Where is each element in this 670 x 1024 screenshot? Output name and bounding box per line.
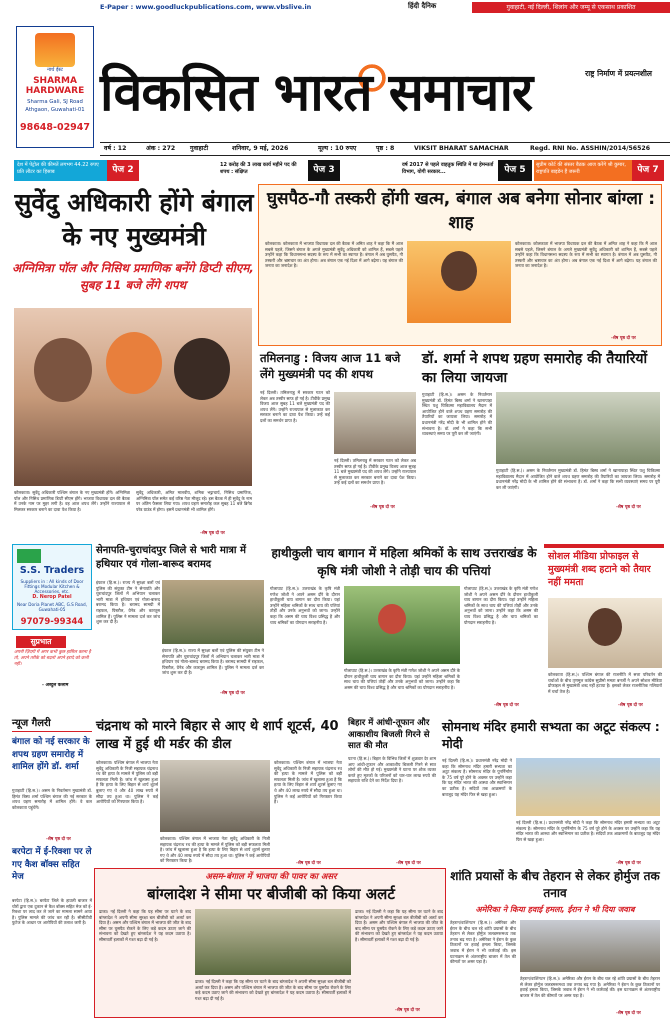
daily-label: हिंदी दैनिक [408, 2, 437, 10]
teaser-2-text: 12 करोड़ की 3 लाख कार्य महीने पद की शपथ : संक्षिप्त [220, 162, 297, 175]
tn-more[interactable]: -शेष पृष्ठ दो पर [370, 505, 395, 510]
traders-logo-icon [17, 549, 41, 563]
tea-body: गोलाघाट (हि.स.)। उत्तराखंड के कृषि मंत्री गणेश जोशी ने अपने असम दौरे के दौरान हाथीकुली चाय बागान का दौरा किया। यहां उन्होंने महिला श्रमिकों के साथ चाय की पत्तियां तोड़ीं और उनके अनुभवों को जाना। उन्होंने कहा कि असम की चाय विश्व प्रसिद्ध है और चाय श्रमिकों का योगदान सराहनीय है। [270, 586, 340, 625]
tn-photo [334, 392, 416, 454]
assam-photo [496, 392, 660, 464]
murder-body-2: कोलकाता। पश्चिम बंगाल में भाजपा नेता सुवेंदु अधिकारी के निजी सहायक चंद्रनाथ रथ की हत्या के मामले में पुलिस को बड़ी सफलता मिली है। जांच में खुलासा हुआ है कि हत्या के लिए बिहार से शार्प शूटर्स बुलाए गए थे और 40 लाख रुपये में सौदा तय हुआ था। पुलिस ने कई आरोपियों को गिरफ्तार किया है। [274, 760, 342, 805]
teaser-1[interactable] [14, 160, 139, 181]
manipur-photo [162, 580, 264, 644]
iran-body: तेहरान/वाशिंगटन (हि.स.)। अमेरिका और ईरान के बीच चल रहे शांति प्रयासों के बीच तेहरान से लेकर होर्मुज जलडमरूमध्य तक तनाव बढ़ गया है। अमेरिका ने ईरान के कुछ ठिकानों पर हवाई हमला किया, जिसके जवाब में ईरान ने भी कार्रवाई की। इस घटनाक्रम से अंतरराष्ट्रीय बाजार में तेल की कीमतों पर असर पड़ा है। [450, 920, 516, 965]
iran-subhead: अमेरिका ने किया हवाई हमला, ईरान ने भी दिया जवाब [475, 905, 635, 914]
teaser-4-text: सुप्रीम कोर्ट की संस्तर बैठक आज करेंगे श्री कुमार, राष्ट्रपति बाइडेन हैं जरूरी [536, 162, 626, 175]
iran-body-2: तेहरान/वाशिंगटन (हि.स.)। अमेरिका और ईरान के बीच चल रहे शांति प्रयासों के बीच तेहरान से लेकर होर्मुज जलडमरूमध्य तक तनाव बढ़ गया है। अमेरिका ने ईरान के कुछ ठिकानों पर हवाई हमला किया, जिसके जवाब में ईरान ने भी कार्रवाई की। इस घटनाक्रम से अंतरराष्ट्रीय बाजार में तेल की कीमतों पर असर पड़ा है। [520, 976, 660, 998]
somnath-story[interactable] [440, 718, 662, 866]
lead-body-2: सुवेंदु अधिकारी, अमित मालवीय, शमिक भट्टाचार्य, निसिथ प्रमाणिक, अग्निमित्रा पॉल समेत कई वरिष्ठ नेता मौजूद रहे। इस बैठक में ही सुवेंदु के नाम पर अंतिम फैसला लिया गया। शपथ ग्रहण समारोह कल सुबह 11 बजे ब्रिगेड परेड ग्राउंड में होगा। इसमें प्रधानमंत्री भी शामिल होंगे। [136, 490, 252, 512]
top-story-body-2: कोलकाता। कोलकाता में भाजपा विधायक दल की बैठक में अमित शाह ने कहा कि मैं आज सबसे पहले, जिसने बंगाल के अगले मुख्यमंत्री सुवेंदु अधिकारी को शामिल हैं, सबसे पहले उन्होंने कहा कि विधानसभा सदस्य के रूप में सभी का स्वागत है। बंगाल में अब घुसपैठ, गौ तस्करी और भ्रष्टाचार का अंत होगा। अब बंगाल एक नई दिशा में आगे बढ़ेगा। यह बंगाल की जनता का जनादेश है। [515, 241, 657, 269]
thought-box [12, 636, 92, 692]
lead-more[interactable]: -शेष पृष्ठ दो पर [200, 531, 225, 536]
traders-phone: 97079-99344 [20, 617, 84, 627]
teaser-2-page: पेज 3 [308, 160, 340, 181]
mamata-rule [544, 544, 664, 548]
top-story-headline: घुसपैठ-गौ तस्करी होंगी खत्म, बंगाल अब बनेगा सोनार बांग्ला : शाह [266, 189, 656, 233]
thought-author: - अब्दुल कलाम [42, 683, 69, 688]
edition-ticker: गुवाहाटी, नई दिल्ली, शिलांग और जम्मू से एकसाथ प्रकाशित [472, 2, 670, 13]
somnath-headline: सोमनाथ मंदिर हमारी सभ्यता का अटूट संकल्प : मोदी [442, 719, 660, 751]
tea-more[interactable]: -शेष पृष्ठ दो पर [494, 703, 519, 708]
bangladesh-body-2: ढाका। नई दिल्ली ने कहा कि यह सीमा पर घटने के बाद बांग्लादेश ने अपनी सीमा सुरक्षा बल बीजीबी को अलर्ट कर दिया है। असम और पश्चिम बंगाल में भाजपा की जीत के बाद सीमा पर घुसपैठ रोकने के लिए कड़े कदम उठाए जाने की संभावना को देखते हुए बांग्लादेश ने यह कदम उठाया है। सीमावर्ती इलाकों में गश्त बढ़ा दी गई है। [195, 979, 351, 1001]
assam-body-2: गुवाहाटी (हि.स.)। असम के निवर्तमान मुख्यमंत्री डॉ. हिमंत बिस्व शर्मा ने खानापाड़ा स्थित पशु चिकित्सा महाविद्यालय मैदान में आयोजित होने वाले शपथ ग्रहण समारोह की तैयारियों का जायजा लिया। समारोह में प्रधानमंत्री नरेंद्र मोदी के भी शामिल होने की संभावना है। डॉ. शर्मा ने कहा कि सभी व्यवस्थाएं समय पर पूरी कर ली जाएंगी। [496, 468, 660, 490]
manipur-story[interactable] [94, 544, 266, 714]
somnath-photo [516, 758, 660, 816]
hardware-logo-icon [35, 33, 75, 67]
murder-photo [160, 760, 270, 832]
murder-headline: चंद्रनाथ को मारने बिहार से आए थे शार्प शूटर्स, 40 लाख में हुई थी मर्डर की डील [96, 719, 339, 752]
dateline-reg: Regd. RNI No. ASSHIN/2014/56526 [530, 145, 651, 152]
teaser-4[interactable] [534, 160, 664, 181]
assam-headline: डॉ. शर्मा ने शपथ ग्रहण समारोह की तैयारियों का लिया जायजा [422, 351, 648, 386]
ad-name: SHARMA HARDWARE [25, 76, 85, 96]
traders-contact: D. Nerop Patel [32, 595, 72, 600]
bihar-more[interactable]: -शेष पृष्ठ दो पर [396, 861, 421, 866]
tea-body-2: गोलाघाट (हि.स.)। उत्तराखंड के कृषि मंत्री गणेश जोशी ने अपने असम दौरे के दौरान हाथीकुली चाय बागान का दौरा किया। यहां उन्होंने महिला श्रमिकों के साथ चाय की पत्तियां तोड़ीं और उनके अनुभवों को जाना। उन्होंने कहा कि असम की चाय विश्व प्रसिद्ध है और चाय श्रमिकों का योगदान सराहनीय है। [344, 668, 460, 690]
lead-headline: सुवेंदु अधिकारी होंगे बंगाल के नए मुख्यमंत्री [14, 188, 254, 251]
traders-ad[interactable] [12, 544, 92, 630]
murder-body: कोलकाता। पश्चिम बंगाल में भाजपा नेता सुवेंदु अधिकारी के निजी सहायक चंद्रनाथ रथ की हत्या के मामले में पुलिस को बड़ी सफलता मिली है। जांच में खुलासा हुआ है कि हत्या के लिए बिहार से शार्प शूटर्स बुलाए गए थे और 40 लाख रुपये में सौदा तय हुआ था। पुलिस ने कई आरोपियों को गिरफ्तार किया है। [96, 760, 158, 805]
dateline-pages: पृष्ठ : 8 [376, 145, 395, 152]
mamata-headline: सोशल मीडिया प्रोफाइल से मुख्यमंत्री शब्द हटाने को तैयार नहीं ममता [548, 551, 651, 588]
ad-address-1: Sharma Gali, SJ Road [27, 99, 83, 105]
tn-body-2: नई दिल्ली। तमिलनाडु में सरकार गठन को लेकर अब तस्वीर साफ हो गई है। टीवीके प्रमुख विजय आज सुबह 11 बजे मुख्यमंत्री पद की शपथ लेंगे। उन्होंने राज्यपाल से मुलाकात कर सरकार बनाने का दावा पेश किया। उन्हें कई दलों का समर्थन प्राप्त है। [334, 458, 416, 486]
lead-story[interactable] [10, 184, 256, 540]
bangladesh-kicker: असम-बंगाल में भाजपा की पावर का असर [205, 872, 337, 882]
tea-body-3: गोलाघाट (हि.स.)। उत्तराखंड के कृषि मंत्री गणेश जोशी ने अपने असम दौरे के दौरान हाथीकुली चाय बागान का दौरा किया। यहां उन्होंने महिला श्रमिकों के साथ चाय की पत्तियां तोड़ीं और उनके अनुभवों को जाना। उन्होंने कहा कि असम की चाय विश्व प्रसिद्ध है और चाय श्रमिकों का योगदान सराहनीय है। [464, 586, 538, 625]
hardware-ad[interactable] [16, 26, 94, 148]
iran-story[interactable] [448, 868, 662, 1018]
mamata-body: कोलकाता (हि.स.)। पश्चिम बंगाल की राजनीति में सत्ता परिवर्तन की चर्चाओं के बीच तृणमूल कांग्रेस सुप्रीमो ममता बनर्जी ने अपने सोशल मीडिया प्रोफाइल से मुख्यमंत्री शब्द नहीं हटाया है। इसको लेकर राजनीतिक गलियारों में चर्चा तेज है। [548, 672, 662, 694]
iran-headline: शांति प्रयासों के बीच तेहरान से लेकर होर्मुज तक तनाव [450, 869, 660, 900]
mamata-more[interactable]: -शेष पृष्ठ दो पर [618, 703, 643, 708]
bangladesh-photo [195, 909, 351, 975]
mamata-story[interactable] [544, 544, 664, 712]
lead-photo-person-3 [174, 338, 230, 400]
news-gallery [12, 716, 92, 1012]
ad-brand-small: नार्थ ईस्ट [47, 67, 63, 73]
dateline-year: वर्ष : 12 [104, 145, 127, 152]
tea-story[interactable] [268, 544, 540, 712]
gallery-title: न्यूज गैलरी [12, 716, 92, 732]
bihar-story[interactable] [346, 718, 438, 866]
thought-text: अपनी ज़िंदगी में अगर कभी कुछ हासिल करना है तो, अपने तरीके को बदलो अपने इरादे को कभी नहीं। [14, 650, 91, 667]
lead-photo-person-2 [106, 332, 162, 394]
somnath-more[interactable]: -शेष पृष्ठ दो पर [616, 861, 641, 866]
tagline: राष्ट्र निर्माण में प्रयत्नशील [585, 69, 652, 78]
iran-more[interactable]: -शेष पृष्ठ दो पर [616, 1011, 641, 1016]
top-story[interactable] [258, 184, 662, 346]
murder-more[interactable]: -शेष पृष्ठ दो पर [296, 861, 321, 866]
top-story-body: कोलकाता। कोलकाता में भाजपा विधायक दल की बैठक में अमित शाह ने कहा कि मैं आज सबसे पहले, जिसने बंगाल के अगले मुख्यमंत्री सुवेंदु अधिकारी को शामिल हैं, सबसे पहले उन्होंने कहा कि विधानसभा सदस्य के रूप में सभी का स्वागत है। बंगाल में अब घुसपैठ, गौ तस्करी और भ्रष्टाचार का अंत होगा। अब बंगाल एक नई दिशा में आगे बढ़ेगा। यह बंगाल की जनता का जनादेश है। [265, 241, 403, 269]
brief-1-headline: बंगाल को नई सरकार के शपथ ग्रहण समारोह में शामिल होंगे डॉ. शर्मा [12, 737, 90, 772]
teaser-1-page: पेज 2 [107, 160, 139, 181]
murder-body-3: कोलकाता। पश्चिम बंगाल में भाजपा नेता सुवेंदु अधिकारी के निजी सहायक चंद्रनाथ रथ की हत्या के मामले में पुलिस को बड़ी सफलता मिली है। जांच में खुलासा हुआ है कि हत्या के लिए बिहार से शार्प शूटर्स बुलाए गए थे और 40 लाख रुपये में सौदा तय हुआ था। पुलिस ने कई आरोपियों को गिरफ्तार किया है। [160, 836, 270, 864]
dateline-bar [100, 142, 670, 156]
top-story-photo-person [441, 251, 477, 291]
teaser-1-text: देश में पेट्रोल की कीमतें लगभग 44.22 रुपए प्रति लीटर का हिसाब [17, 162, 99, 175]
manipur-more[interactable]: -शेष पृष्ठ दो पर [220, 691, 245, 696]
tea-headline: हाथीकुली चाय बागान में महिला श्रमिकों के साथ उत्तराखंड के कृषि मंत्री जोशी ने तोड़ी चाय की पत्तियां [271, 546, 537, 578]
masthead [100, 58, 630, 128]
bangladesh-headline: बांग्लादेश ने सीमा पर बीजीबी को किया अलर्ट [147, 885, 395, 903]
brief-1-body: गुवाहाटी (हि.स.)। असम के निवर्तमान मुख्यमंत्री डॉ. हिमंत बिस्व शर्मा पश्चिम बंगाल की नई सरकार के शपथ ग्रहण समारोह में शामिल होंगे। वे कल कोलकाता पहुंचेंगे। [12, 788, 92, 810]
lead-body: कोलकाता। सुवेंदु अधिकारी पश्चिम बंगाल के नए मुख्यमंत्री होंगे। अग्निमित्रा पॉल और निसिथ प्रमाणिक डिप्टी सीएम होंगे। भाजपा विधायक दल की बैठक में उनके नाम पर मुहर लगी है। वह आज शपथ लेंगे। उन्होंने राज्यपाल से मिलकर सरकार बनाने का दावा पेश किया है। [14, 490, 130, 512]
top-strip [100, 2, 670, 13]
brief-2-headline: बरपेटा में ई-रिक्शा पर ले गए कैश बॉक्स सहित मेज [12, 847, 92, 882]
bihar-body: पटना (हि.स.)। बिहार के विभिन्न जिलों में शुक्रवार देर शाम आए आंधी-तूफान और आकाशीय बिजली गिरने से सात लोगों की मौत हो गई। मुख्यमंत्री ने घटना पर शोक व्यक्त करते हुए मृतकों के परिजनों को चार-चार लाख रुपये की सहायता राशि देने का निर्देश दिया है। [348, 756, 436, 784]
manipur-body-2: इंफाल (हि.स.)। राज्य में सुरक्षा बलों एवं पुलिस की संयुक्त टीम ने सेनापति और चुराचांदपुर जिलों में अभियान चलाकर भारी मात्रा में हथियार एवं गोला-बारूद बरामद किया है। बरामद सामग्री में राइफल, पिस्तौल, ग्रेनेड और कारतूस शामिल हैं। पुलिस ने मामला दर्ज कर जांच शुरू कर दी है। [162, 648, 264, 676]
top-story-more[interactable]: -शेष पृष्ठ दो पर [611, 336, 636, 341]
dateline-price: मूल्य : 10 रुपए [318, 145, 357, 152]
thought-title: सुप्रभात [16, 636, 66, 648]
dateline-issue: अंक : 272 [146, 145, 176, 152]
traders-name: S.S. Traders [19, 565, 85, 576]
iran-photo [520, 920, 660, 972]
bangladesh-story[interactable] [94, 868, 446, 1018]
assam-more[interactable]: -शेष पृष्ठ दो पर [616, 505, 641, 510]
ad-address-2: Athgaon, Guwahati-01 [25, 107, 85, 113]
epaper-link[interactable]: E-Paper : www.goodluckpublications.com, www.vbslive.in [100, 3, 312, 11]
lead-photo [14, 308, 252, 486]
dateline-date: शनिवार, 9 मई, 2026 [232, 145, 289, 152]
teaser-strip [0, 160, 670, 181]
tn-headline: तमिलनाडु : विजय आज 11 बजे लेंगे मुख्यमंत्री पद की शपथ [260, 351, 401, 381]
brief-1-more[interactable]: -शेष पृष्ठ दो पर [46, 837, 71, 842]
bangladesh-more[interactable]: -शेष पृष्ठ दो पर [395, 1008, 420, 1013]
teaser-3-text: वर्ष 2017 से पहले वाहतुक स्थिति में था हेमन्तर्ता विभाग, योगी सरकार... [402, 162, 494, 175]
teaser-4-page: पेज 7 [632, 160, 664, 181]
tea-photo-person [378, 604, 406, 634]
bihar-headline: बिहार में आंधी-तूफान और आकाशीय बिजली गिरने से सात की मौत [348, 718, 430, 751]
ad-phone: 98648-02947 [19, 122, 91, 133]
newspaper-title: विकसित भारत समाचार [100, 63, 533, 123]
teaser-3-page: पेज 5 [498, 160, 532, 181]
bangladesh-body: ढाका। नई दिल्ली ने कहा कि यह सीमा पर घटने के बाद बांग्लादेश ने अपनी सीमा सुरक्षा बल बीजीबी को अलर्ट कर दिया है। असम और पश्चिम बंगाल में भाजपा की जीत के बाद सीमा पर घुसपैठ रोकने के लिए कड़े कदम उठाए जाने की संभावना को देखते हुए बांग्लादेश ने यह कदम उठाया है। सीमावर्ती इलाकों में गश्त बढ़ा दी गई है। [99, 909, 191, 942]
assam-body: गुवाहाटी (हि.स.)। असम के निवर्तमान मुख्यमंत्री डॉ. हिमंत बिस्व शर्मा ने खानापाड़ा स्थित पशु चिकित्सा महाविद्यालय मैदान में आयोजित होने वाले शपथ ग्रहण समारोह की तैयारियों का जायजा लिया। समारोह में प्रधानमंत्री नरेंद्र मोदी के भी शामिल होने की संभावना है। डॉ. शर्मा ने कहा कि सभी व्यवस्थाएं समय पर पूरी कर ली जाएंगी। [422, 392, 492, 437]
lead-subhead: अग्निमित्रा पॉल और निसिथ प्रमाणिक बनेंगे डिप्टी सीएम, सुबह 11 बजे लेंगे शपथ [12, 261, 254, 292]
mamata-photo-person [588, 608, 622, 646]
manipur-body: इंफाल (हि.स.)। राज्य में सुरक्षा बलों एवं पुलिस की संयुक्त टीम ने सेनापति और चुराचांदपुर जिलों में अभियान चलाकर भारी मात्रा में हथियार एवं गोला-बारूद बरामद किया है। बरामद सामग्री में राइफल, पिस्तौल, ग्रेनेड और कारतूस शामिल हैं। पुलिस ने मामला दर्ज कर जांच शुरू कर दी है। [96, 580, 160, 625]
dateline-city: गुवाहाटी [190, 145, 209, 152]
dateline-paper: VIKSIT BHARAT SAMACHAR [414, 145, 509, 152]
traders-desc: Suppliers in : All kinds of Door Fittings Modular Kitchen & Accessories, etc. [20, 579, 84, 594]
assam-story[interactable] [420, 348, 662, 512]
brief-2-body: बरपेटा (हि.स.)। बरपेटा जिले के हाउली बाजार में चोरों द्वारा एक दुकान से कैश बॉक्स सहित मेज को ई-रिक्शा पर लाद कर ले जाने का मामला सामने आया है। पुलिस मामले की जांच कर रही है। सीसीटीवी फुटेज के आधार पर आरोपियों की तलाश जारी है। [12, 898, 92, 926]
murder-story[interactable] [94, 718, 344, 866]
teaser-2[interactable] [218, 160, 340, 181]
tn-body: नई दिल्ली। तमिलनाडु में सरकार गठन को लेकर अब तस्वीर साफ हो गई है। टीवीके प्रमुख विजय आज सुबह 11 बजे मुख्यमंत्री पद की शपथ लेंगे। उन्होंने राज्यपाल से मुलाकात कर सरकार बनाने का दावा पेश किया। उन्हें कई दलों का समर्थन प्राप्त है। [260, 390, 330, 423]
tea-photo [344, 586, 460, 664]
top-story-photo [407, 241, 511, 323]
traders-addr: Near Doria Planet ABC, G.S Road, Guwahati-05 [16, 602, 87, 612]
tn-story[interactable] [258, 348, 418, 512]
mamata-photo [548, 598, 662, 668]
manipur-headline: सेनापति-चुराचांदपुर जिले से भारी मात्रा में हथियार एवं गोला-बारूद बरामद [96, 545, 246, 570]
somnath-body: नई दिल्ली (हि.स.)। प्रधानमंत्री नरेंद्र मोदी ने कहा कि सोमनाथ मंदिर हमारी सभ्यता का अटूट संकल्प है। सोमनाथ मंदिर के पुनर्निर्माण के 75 वर्ष पूरे होने के अवसर पर उन्होंने कहा कि यह मंदिर भारत की आस्था और स्वाभिमान का प्रतीक है। सदियों तक आक्रमणों के बावजूद यह मंदिर फिर से खड़ा हुआ। [442, 758, 512, 797]
lead-photo-person-1 [34, 338, 92, 402]
teaser-3[interactable] [400, 160, 532, 181]
bangladesh-body-3: ढाका। नई दिल्ली ने कहा कि यह सीमा पर घटने के बाद बांग्लादेश ने अपनी सीमा सुरक्षा बल बीजीबी को अलर्ट कर दिया है। असम और पश्चिम बंगाल में भाजपा की जीत के बाद सीमा पर घुसपैठ रोकने के लिए कड़े कदम उठाए जाने की संभावना को देखते हुए बांग्लादेश ने यह कदम उठाया है। सीमावर्ती इलाकों में गश्त बढ़ा दी गई है। [355, 909, 443, 942]
somnath-body-2: नई दिल्ली (हि.स.)। प्रधानमंत्री नरेंद्र मोदी ने कहा कि सोमनाथ मंदिर हमारी सभ्यता का अटूट संकल्प है। सोमनाथ मंदिर के पुनर्निर्माण के 75 वर्ष पूरे होने के अवसर पर उन्होंने कहा कि यह मंदिर भारत की आस्था और स्वाभिमान का प्रतीक है। सदियों तक आक्रमणों के बावजूद यह मंदिर फिर से खड़ा हुआ। [516, 820, 660, 842]
